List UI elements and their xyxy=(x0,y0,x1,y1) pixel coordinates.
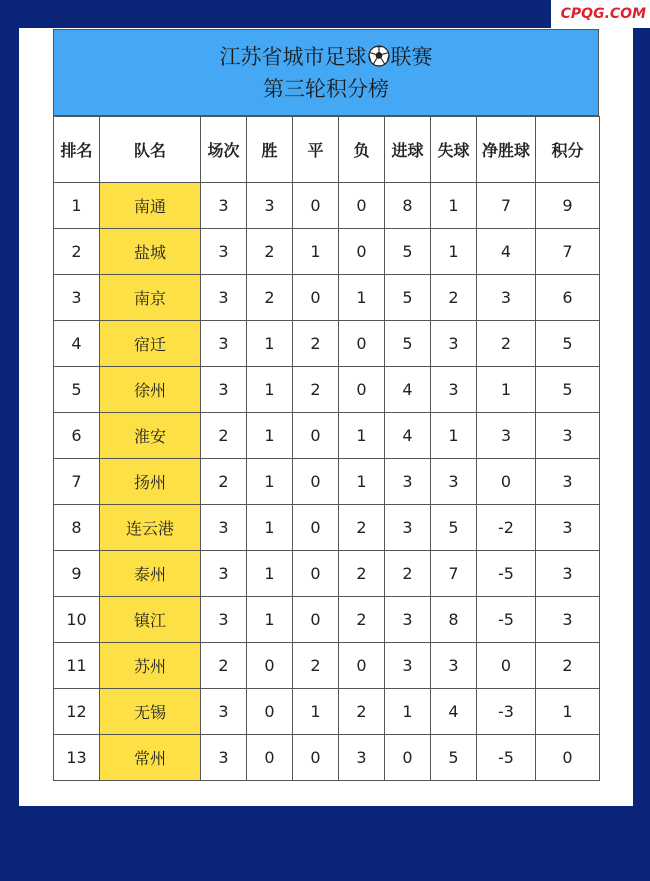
cell-goal-diff: -3 xyxy=(477,689,536,735)
cell-goals-against: 4 xyxy=(431,689,477,735)
cell-drawn: 0 xyxy=(293,459,339,505)
cell-won: 0 xyxy=(247,643,293,689)
cell-team: 徐州 xyxy=(100,367,201,413)
cell-goal-diff: -5 xyxy=(477,597,536,643)
cell-goals-against: 5 xyxy=(431,735,477,781)
cell-goals-for: 8 xyxy=(385,183,431,229)
cell-won: 1 xyxy=(247,505,293,551)
cell-lost: 2 xyxy=(339,505,385,551)
cell-goals-against: 2 xyxy=(431,275,477,321)
cell-goals-against: 3 xyxy=(431,459,477,505)
cell-won: 2 xyxy=(247,229,293,275)
cell-goals-for: 2 xyxy=(385,551,431,597)
table-row xyxy=(54,735,600,781)
cell-won: 1 xyxy=(247,413,293,459)
title-line-1 xyxy=(54,44,598,71)
cell-team: 宿迁 xyxy=(100,321,201,367)
cell-won: 1 xyxy=(247,459,293,505)
cell-lost: 0 xyxy=(339,367,385,413)
cell-goals-against: 1 xyxy=(431,229,477,275)
cell-points: 3 xyxy=(536,459,600,505)
header-goals-for: 进球 xyxy=(385,117,431,183)
cell-points: 1 xyxy=(536,689,600,735)
title-league-prefix: 江苏省城市足球 xyxy=(219,45,367,69)
cell-drawn: 0 xyxy=(293,551,339,597)
cell-goals-against: 3 xyxy=(431,321,477,367)
cell-goals-for: 0 xyxy=(385,735,431,781)
cell-rank: 1 xyxy=(54,183,100,229)
cell-drawn: 2 xyxy=(293,321,339,367)
header-drawn: 平 xyxy=(293,117,339,183)
cell-lost: 0 xyxy=(339,229,385,275)
cell-points: 3 xyxy=(536,413,600,459)
cell-played: 3 xyxy=(201,275,247,321)
header-goals-against: 失球 xyxy=(431,117,477,183)
title-league-suffix: 联赛 xyxy=(390,45,433,69)
title-banner xyxy=(53,29,599,116)
table-row xyxy=(54,229,600,275)
cell-rank: 4 xyxy=(54,321,100,367)
cell-goals-for: 1 xyxy=(385,689,431,735)
cell-rank: 7 xyxy=(54,459,100,505)
cell-goal-diff: 2 xyxy=(477,321,536,367)
cell-goals-for: 3 xyxy=(385,597,431,643)
table-row xyxy=(54,413,600,459)
cell-points: 6 xyxy=(536,275,600,321)
cell-team: 扬州 xyxy=(100,459,201,505)
cell-goal-diff: 3 xyxy=(477,413,536,459)
cell-points: 3 xyxy=(536,597,600,643)
cell-played: 3 xyxy=(201,367,247,413)
header-rank: 排名 xyxy=(54,117,100,183)
cell-played: 3 xyxy=(201,551,247,597)
cell-lost: 3 xyxy=(339,735,385,781)
cell-goals-against: 7 xyxy=(431,551,477,597)
cell-won: 1 xyxy=(247,597,293,643)
cell-team: 泰州 xyxy=(100,551,201,597)
cell-rank: 8 xyxy=(54,505,100,551)
cell-goals-against: 3 xyxy=(431,367,477,413)
cell-goals-for: 4 xyxy=(385,367,431,413)
cell-rank: 9 xyxy=(54,551,100,597)
cell-drawn: 0 xyxy=(293,597,339,643)
cell-goals-against: 1 xyxy=(431,413,477,459)
cell-played: 3 xyxy=(201,321,247,367)
table-row xyxy=(54,551,600,597)
cell-drawn: 1 xyxy=(293,229,339,275)
cell-drawn: 0 xyxy=(293,735,339,781)
header-row xyxy=(54,117,600,183)
cell-drawn: 1 xyxy=(293,689,339,735)
cell-lost: 1 xyxy=(339,275,385,321)
table-row xyxy=(54,597,600,643)
cell-played: 2 xyxy=(201,459,247,505)
cell-goal-diff: -5 xyxy=(477,735,536,781)
cell-rank: 12 xyxy=(54,689,100,735)
cell-team: 常州 xyxy=(100,735,201,781)
cell-goals-against: 1 xyxy=(431,183,477,229)
cell-drawn: 2 xyxy=(293,643,339,689)
table-row xyxy=(54,367,600,413)
cell-won: 2 xyxy=(247,275,293,321)
cell-rank: 13 xyxy=(54,735,100,781)
cell-goals-against: 3 xyxy=(431,643,477,689)
cell-drawn: 0 xyxy=(293,183,339,229)
header-lost: 负 xyxy=(339,117,385,183)
watermark-text: CPQG.COM xyxy=(560,6,646,22)
cell-points: 5 xyxy=(536,321,600,367)
table-row xyxy=(54,689,600,735)
cell-goals-for: 3 xyxy=(385,459,431,505)
header-team: 队名 xyxy=(100,117,201,183)
cell-goals-for: 3 xyxy=(385,505,431,551)
cell-played: 3 xyxy=(201,229,247,275)
cell-points: 9 xyxy=(536,183,600,229)
cell-goals-for: 4 xyxy=(385,413,431,459)
cell-team: 无锡 xyxy=(100,689,201,735)
cell-won: 3 xyxy=(247,183,293,229)
cell-goal-diff: -5 xyxy=(477,551,536,597)
cell-played: 3 xyxy=(201,689,247,735)
cell-goal-diff: 3 xyxy=(477,275,536,321)
header-points: 积分 xyxy=(536,117,600,183)
cell-drawn: 0 xyxy=(293,413,339,459)
cell-team: 盐城 xyxy=(100,229,201,275)
cell-points: 3 xyxy=(536,505,600,551)
cell-won: 1 xyxy=(247,551,293,597)
title-line-2: 第三轮积分榜 xyxy=(263,77,389,101)
cell-lost: 0 xyxy=(339,643,385,689)
cell-rank: 10 xyxy=(54,597,100,643)
cell-lost: 0 xyxy=(339,183,385,229)
cell-played: 2 xyxy=(201,413,247,459)
cell-goals-for: 5 xyxy=(385,275,431,321)
cell-team: 淮安 xyxy=(100,413,201,459)
table-row xyxy=(54,505,600,551)
cell-lost: 0 xyxy=(339,321,385,367)
cell-rank: 5 xyxy=(54,367,100,413)
cell-played: 3 xyxy=(201,183,247,229)
cell-goal-diff: 1 xyxy=(477,367,536,413)
cell-points: 7 xyxy=(536,229,600,275)
table-row xyxy=(54,643,600,689)
cell-lost: 2 xyxy=(339,597,385,643)
cell-played: 3 xyxy=(201,735,247,781)
cell-points: 5 xyxy=(536,367,600,413)
header-goal-diff: 净胜球 xyxy=(477,117,536,183)
cell-played: 2 xyxy=(201,643,247,689)
header-played: 场次 xyxy=(201,117,247,183)
cell-goal-diff: -2 xyxy=(477,505,536,551)
table-row xyxy=(54,459,600,505)
cell-team: 苏州 xyxy=(100,643,201,689)
soccer-ball-icon xyxy=(368,45,390,67)
cell-goals-against: 8 xyxy=(431,597,477,643)
cell-rank: 11 xyxy=(54,643,100,689)
cell-goal-diff: 0 xyxy=(477,643,536,689)
cell-lost: 1 xyxy=(339,413,385,459)
cell-rank: 6 xyxy=(54,413,100,459)
table-body xyxy=(54,183,600,781)
cell-goal-diff: 7 xyxy=(477,183,536,229)
cell-lost: 1 xyxy=(339,459,385,505)
cell-goal-diff: 0 xyxy=(477,459,536,505)
cell-drawn: 2 xyxy=(293,367,339,413)
table-row xyxy=(54,275,600,321)
cell-drawn: 0 xyxy=(293,505,339,551)
cell-lost: 2 xyxy=(339,551,385,597)
cell-rank: 2 xyxy=(54,229,100,275)
cell-team: 镇江 xyxy=(100,597,201,643)
cell-won: 0 xyxy=(247,689,293,735)
cell-goal-diff: 4 xyxy=(477,229,536,275)
cell-points: 0 xyxy=(536,735,600,781)
cell-won: 1 xyxy=(247,367,293,413)
cell-rank: 3 xyxy=(54,275,100,321)
cell-goals-for: 5 xyxy=(385,321,431,367)
cell-points: 2 xyxy=(536,643,600,689)
cell-drawn: 0 xyxy=(293,275,339,321)
cell-goals-for: 3 xyxy=(385,643,431,689)
cell-goals-for: 5 xyxy=(385,229,431,275)
cell-lost: 2 xyxy=(339,689,385,735)
cell-won: 1 xyxy=(247,321,293,367)
cell-played: 3 xyxy=(201,505,247,551)
cell-goals-against: 5 xyxy=(431,505,477,551)
header-won: 胜 xyxy=(247,117,293,183)
standings-table xyxy=(53,116,600,781)
cell-played: 3 xyxy=(201,597,247,643)
cell-team: 南通 xyxy=(100,183,201,229)
table-row xyxy=(54,183,600,229)
cell-points: 3 xyxy=(536,551,600,597)
cell-team: 南京 xyxy=(100,275,201,321)
cell-won: 0 xyxy=(247,735,293,781)
cell-team: 连云港 xyxy=(100,505,201,551)
table-row xyxy=(54,321,600,367)
